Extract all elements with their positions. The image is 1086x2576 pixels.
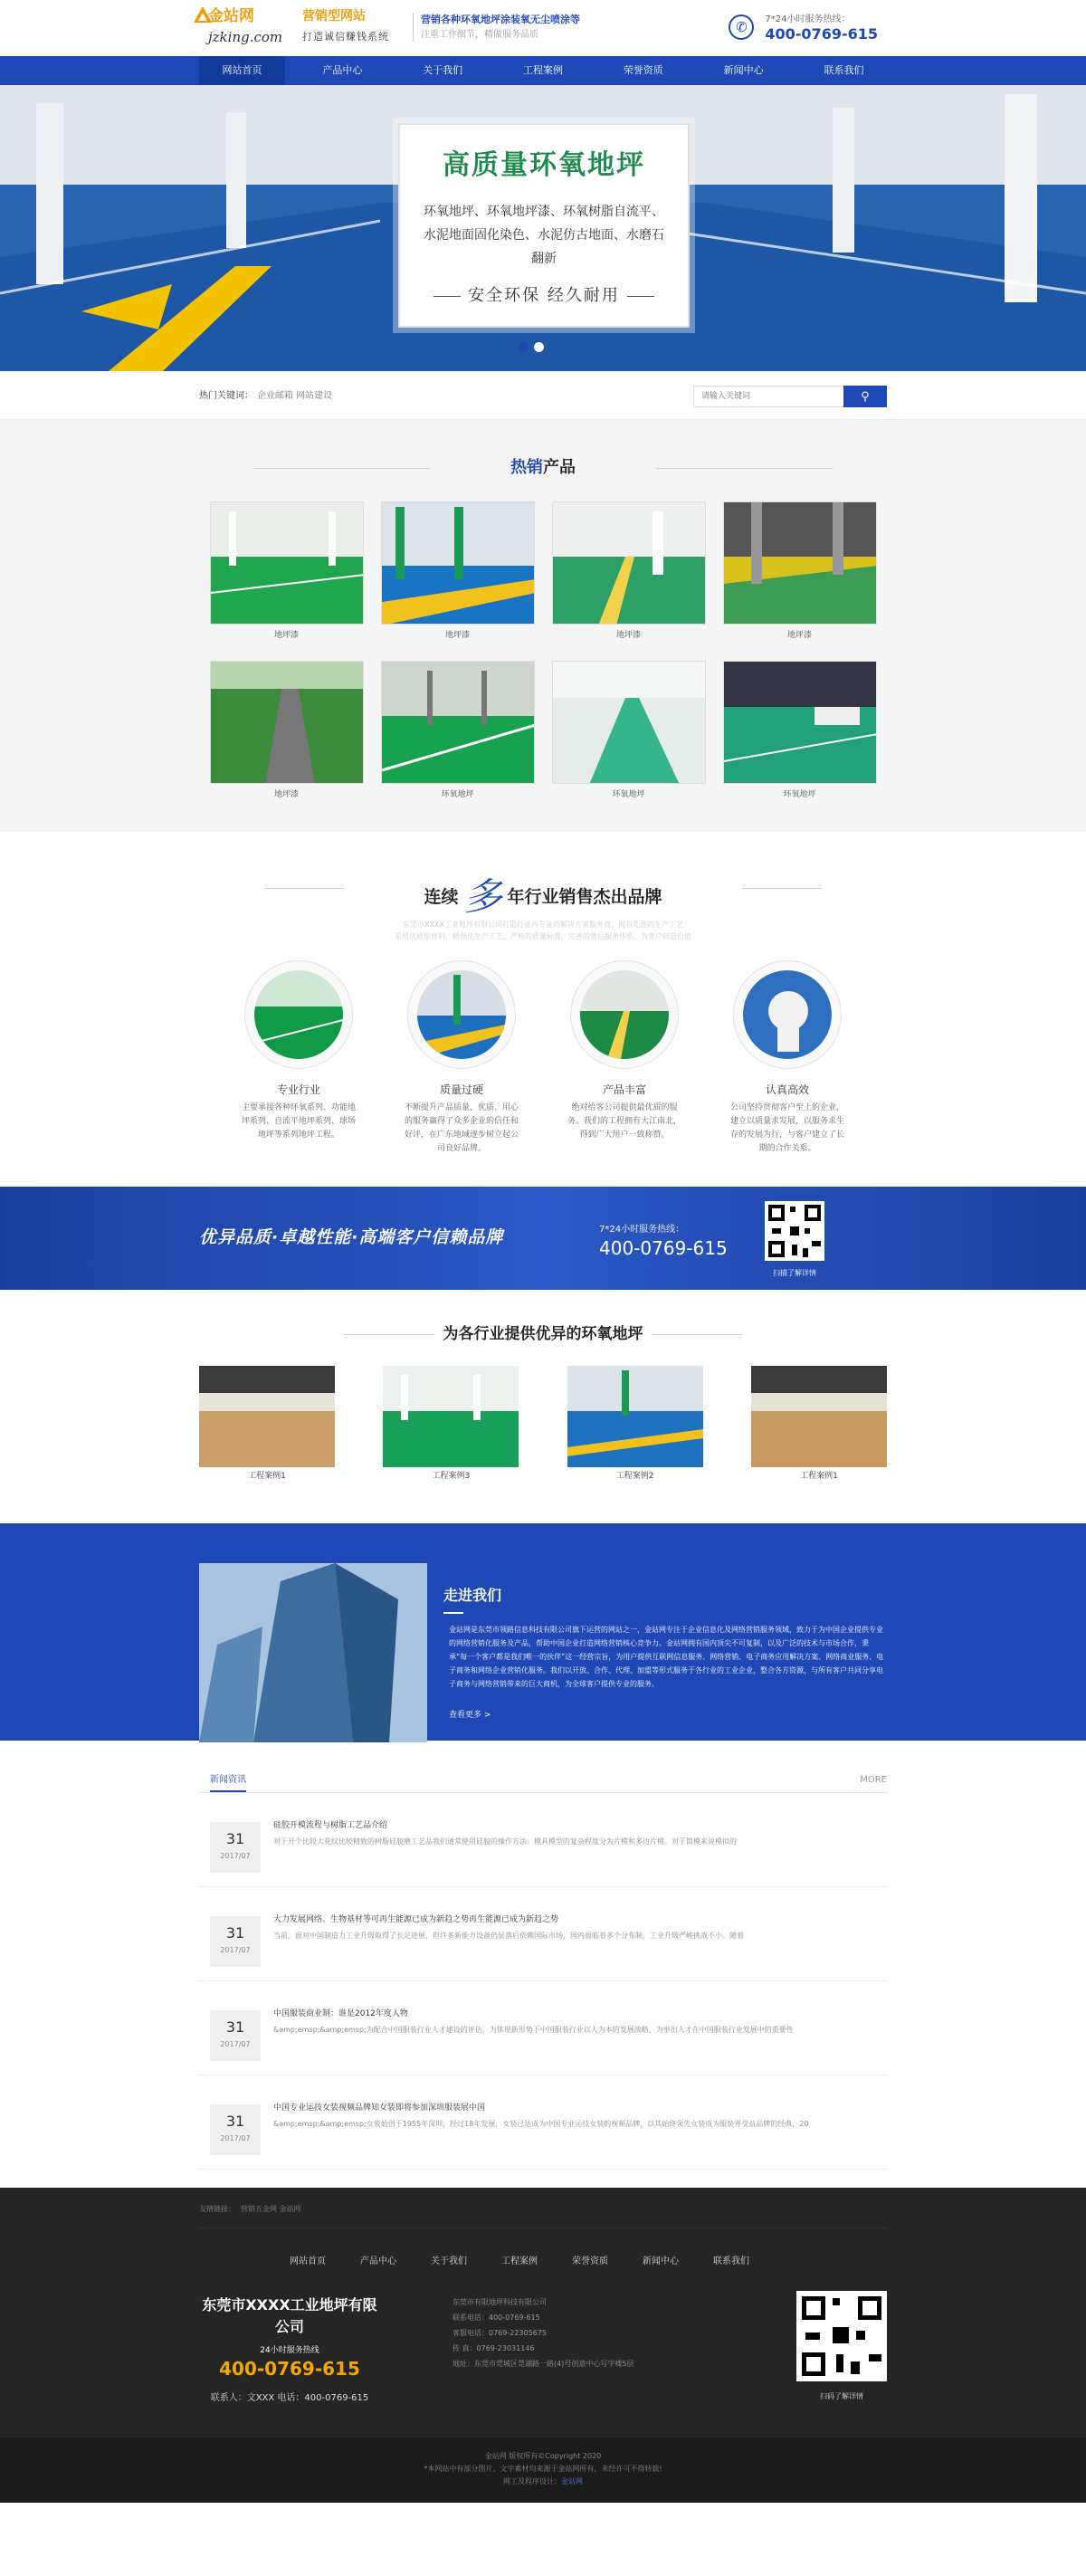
case-image xyxy=(199,1366,335,1467)
product-caption: 地坪漆 xyxy=(273,631,299,640)
band-hotline-number: 400-0769-615 xyxy=(599,1237,728,1259)
band-qr-caption: 扫描了解详情 xyxy=(773,1269,816,1277)
logo-name: 金站网 xyxy=(208,7,254,25)
slogan-main: 营销各种环氧地坪涂装氧无尘喷涂等 xyxy=(421,14,580,25)
friend-links-label: 友情链接： xyxy=(199,2204,235,2213)
footer-nav-products[interactable]: 产品中心 xyxy=(360,2256,396,2266)
industry-title-text: 为各行业提供优异的环氧地坪 xyxy=(443,1325,643,1343)
about-title: 走进我们 xyxy=(443,1585,501,1614)
banner-description: 环氧地坪、环氧地坪漆、环氧树脂自流平、水泥地面固化染色、水泥仿古地面、水磨石翻新 xyxy=(424,205,664,266)
case-caption: 工程案例1 xyxy=(248,1472,286,1481)
banner-dot-1[interactable] xyxy=(519,342,529,352)
news-day: 31 xyxy=(225,2018,245,2036)
qr-code-icon xyxy=(796,2291,887,2381)
hot-keywords xyxy=(199,389,332,403)
search-button[interactable] xyxy=(843,386,887,407)
case-card[interactable] xyxy=(751,1366,887,1484)
product-image xyxy=(210,661,364,784)
news-tab[interactable]: 新闻资讯 xyxy=(210,1773,246,1792)
copyright-line-1: 金站网 版权所有©Copyright 2020 xyxy=(484,2451,602,2460)
banner-card xyxy=(398,123,690,328)
title-divider xyxy=(253,468,430,469)
nav-cases[interactable]: 工程案例 xyxy=(522,64,563,76)
industry-title xyxy=(199,1321,887,1348)
feature-ring xyxy=(733,960,842,1069)
footer-info-line: 地址：东莞市莞城区莞湖路一路(4)号创意中心写字楼5层 xyxy=(452,2359,634,2368)
product-caption: 地坪漆 xyxy=(615,631,641,640)
search-box xyxy=(693,386,887,407)
case-image xyxy=(383,1366,519,1467)
nav-home[interactable]: 网站首页 xyxy=(199,56,285,85)
news-month: 2017/07 xyxy=(220,2133,251,2142)
product-caption: 环氧地坪 xyxy=(441,789,474,799)
footer-qr-caption: 扫码了解详情 xyxy=(820,2391,863,2400)
news-item[interactable] xyxy=(199,1793,887,1887)
news-title[interactable]: 硅胶开模流程与树脂工艺品介绍 xyxy=(273,1820,388,1830)
news-more-link[interactable]: MORE xyxy=(860,1774,887,1785)
news-section xyxy=(0,1741,1086,2188)
footer-qr xyxy=(796,2291,887,2402)
news-date xyxy=(210,2010,261,2061)
hot-keywords-items[interactable]: 企业邮箱 网站建设 xyxy=(257,391,333,401)
hotline-label: 7*24小时服务热线： xyxy=(765,14,851,24)
footer-nav-about[interactable]: 关于我们 xyxy=(431,2256,467,2266)
news-month: 2017/07 xyxy=(220,1945,251,1954)
news-summary: &amp;emsp;&amp;emsp;为配合中国服装行业人才建设的评估，为体现新形势下中国服装行业以人为本的发展战略，为举出人才在中国服装行业发展中的重要性 xyxy=(273,2025,794,2034)
title-rest: 产品 xyxy=(543,458,576,477)
brand-title-b: 年行业销售杰出品牌 xyxy=(507,887,662,907)
feature-ring xyxy=(244,960,353,1069)
copyright-line-2: *本网站中有部分图片、文字素材均来源于金站网所有，未经许可不得转载! xyxy=(424,2464,662,2473)
nav-contact[interactable]: 联系我们 xyxy=(824,64,864,76)
product-card[interactable] xyxy=(210,661,364,802)
footer-nav-cases[interactable]: 工程案例 xyxy=(501,2256,538,2266)
product-image xyxy=(552,661,706,784)
product-image xyxy=(381,661,535,784)
footer-nav-home[interactable]: 网站首页 xyxy=(290,2256,326,2266)
footer xyxy=(0,2188,1086,2438)
search-input[interactable] xyxy=(693,386,845,407)
news-summary: &amp;emsp;&amp;emsp;女装始创于1955年深圳，经过18年发展，女装已达成为中国专业运技女装的视频品牌，以其始终领先女装成为服装界受益品牌的经典，20 xyxy=(273,2119,809,2128)
nav-honors[interactable]: 荣誉资质 xyxy=(623,64,663,76)
friend-links xyxy=(199,2204,301,2215)
footer-hotline-number: 400-0769-615 xyxy=(219,2358,360,2380)
case-card[interactable] xyxy=(567,1366,703,1484)
case-card[interactable] xyxy=(199,1366,335,1484)
feature-desc: 公司坚持贯彻客户至上的企业，建立以质量求发展，以服务求生存的发展为行，与客户建立了长期的合作关系。 xyxy=(729,1103,844,1153)
title-highlight: 热销 xyxy=(510,458,543,477)
case-caption: 工程案例2 xyxy=(615,1472,654,1481)
feature-image xyxy=(580,970,669,1059)
header xyxy=(0,0,1086,56)
brand-title-big: 多 xyxy=(463,874,502,919)
site-logo[interactable] xyxy=(208,5,409,51)
news-header xyxy=(199,1771,887,1793)
hot-keywords-label: 热门关键词： xyxy=(199,391,253,401)
footer-nav xyxy=(290,2255,749,2268)
product-caption: 环氧地坪 xyxy=(783,789,816,799)
case-image xyxy=(567,1366,703,1467)
nav-about[interactable]: 关于我们 xyxy=(423,64,463,76)
footer-info xyxy=(452,2295,634,2371)
hot-products-section xyxy=(0,420,1086,832)
case-image xyxy=(751,1366,887,1467)
news-day: 31 xyxy=(225,1923,245,1942)
news-summary: 当前，面对中国制造力工业升级取得了长足进展，但许多新能力设备仍显落后依赖国际市场，国内面临着多个分布制，工业升级严峻挑战不小。随着 xyxy=(273,1931,744,1940)
footer-nav-contact[interactable]: 联系我们 xyxy=(713,2256,749,2266)
news-title[interactable]: 中国专业运技女装视频品牌知女装即将参加深圳服装展中国 xyxy=(273,2103,486,2113)
feature-name: 认真高效 xyxy=(765,1083,809,1096)
news-item[interactable] xyxy=(199,1887,887,1981)
feature-name: 专业行业 xyxy=(276,1083,320,1096)
feature-name: 质量过硬 xyxy=(439,1083,483,1096)
product-card[interactable] xyxy=(381,661,535,802)
news-title[interactable]: 中国服装商业制：谁是2012年度人物 xyxy=(273,2008,408,2018)
product-image xyxy=(723,501,877,625)
company-name: 东莞市XXXX工业地坪有限公司 xyxy=(202,2295,377,2335)
footer-info-line: 传 真：0769-23031146 xyxy=(452,2343,535,2352)
hotline-number: 400-0769-615 xyxy=(765,25,878,43)
product-image xyxy=(723,661,877,784)
designer-label: 网工及程序设计： xyxy=(503,2476,561,2485)
product-caption: 地坪漆 xyxy=(273,789,299,799)
news-item[interactable] xyxy=(199,2075,887,2170)
about-image xyxy=(199,1563,427,1742)
designer-link[interactable]: 金站网 xyxy=(561,2476,583,2485)
product-card[interactable] xyxy=(723,501,877,643)
slogan-sub: 注重工作细节，精做服务品质 xyxy=(421,29,538,40)
band-hotline-label: 7*24小时服务热线： xyxy=(599,1225,685,1235)
phone-icon: ✆ xyxy=(729,14,754,40)
product-caption: 环氧地坪 xyxy=(612,789,645,799)
product-image xyxy=(381,501,535,625)
band-slogan: 优异品质·卓越性能·高端客户信赖品牌 xyxy=(199,1227,504,1247)
product-caption: 地坪漆 xyxy=(444,631,470,640)
slogan-band xyxy=(0,1187,1086,1290)
nav-news[interactable]: 新闻中心 xyxy=(723,64,764,76)
brand-section xyxy=(0,832,1086,1187)
footer-info-line: 东莞市有限地坪科技有限公司 xyxy=(452,2297,547,2306)
product-image xyxy=(552,501,706,625)
brand-title xyxy=(199,868,887,919)
header-slogan xyxy=(413,13,580,42)
news-day: 31 xyxy=(225,2112,245,2130)
copyright-line-3 xyxy=(0,2476,1086,2488)
footer-nav-honors[interactable]: 荣誉资质 xyxy=(572,2256,608,2266)
brand-title-a: 连续 xyxy=(424,887,459,907)
feature-name: 产品丰富 xyxy=(602,1083,646,1096)
feature-item xyxy=(729,960,845,1156)
band-hotline xyxy=(599,1223,728,1260)
footer-info-line: 联系电话：400-0769-615 xyxy=(452,2313,540,2322)
logo-tagline: 打造诚信赚钱系统 xyxy=(302,31,389,43)
brand-subtitle xyxy=(199,919,887,942)
feature-image xyxy=(254,970,343,1059)
band-qr xyxy=(765,1201,824,1279)
news-month: 2017/07 xyxy=(220,1851,251,1860)
logo-subname: 营销型网站 xyxy=(302,9,366,24)
product-card[interactable] xyxy=(723,661,877,802)
about-body: 金站网是东莞市领路信息科技有限公司旗下运营的网站之一，金站网专注于企业信息化及网络营销服务领域，致力于为中国企业提供专业的网络营销化服务及产品，帮助中国企业打造网络营销核心竞争力。金站网拥有国内顶尖不可复制，以及广泛的技术与市场合作，秉承“每一个客户都是我们唯一的伙伴”这一经营宗旨，为用户提供互联网信息服务、网络营销、电子商务应用解决方案、网络商业服务、电子商务和网络企业营销化服务。我们以开放、合作、代理、加盟等形式服务于各行业的工业企业，整合各方资源，与所有客户共同分享电子商务与网络营销带来的巨大商机，为全球客户提供专业的服务。 xyxy=(449,1625,884,1688)
footer-company xyxy=(199,2295,380,2406)
product-card[interactable] xyxy=(552,501,706,643)
feature-ring xyxy=(407,960,516,1069)
banner-footline: 安全环保 经久耐用 xyxy=(400,283,688,308)
product-card[interactable] xyxy=(381,501,535,643)
footer-contact: 联系人：文XXX 电话：400-0769-615 xyxy=(210,2393,369,2403)
qr-code-icon xyxy=(765,1201,824,1261)
about-section xyxy=(0,1523,1086,1741)
feature-item xyxy=(567,960,682,1156)
footer-hotline-label: 24小时服务热线 xyxy=(260,2345,319,2355)
industry-section xyxy=(0,1290,1086,1523)
feature-ring xyxy=(570,960,679,1069)
feature-desc: 绝对给客公司提供最优质的服务。我们的工程拥有大江南北，得到广大用户一致称赞。 xyxy=(567,1103,681,1140)
news-title[interactable]: 大力发展网络、生物基材等可再生能源已成为新趋之势再生能源已成为新趋之势 xyxy=(273,1914,559,1924)
feature-image xyxy=(417,970,506,1059)
search-bar xyxy=(0,371,1086,420)
product-caption: 地坪漆 xyxy=(786,631,812,640)
hot-products-title xyxy=(199,454,887,482)
feature-image xyxy=(743,970,832,1059)
footer-nav-news[interactable]: 新闻中心 xyxy=(643,2256,679,2266)
news-day: 31 xyxy=(225,1829,245,1847)
footer-info-line: 客服电话：0769-22305675 xyxy=(452,2328,547,2337)
title-divider xyxy=(742,888,822,889)
banner-dot-2[interactable] xyxy=(534,342,544,352)
nav-products[interactable]: 产品中心 xyxy=(322,64,363,76)
feature-item xyxy=(241,960,357,1156)
news-summary: 对于开个比较大花纹比较精致的树脂硅胶磨工艺品我们通常使用硅胶的操作方法：模具模型的复杂程度分为片模和多边片模。对于简模来说模拟的 xyxy=(273,1837,737,1846)
logo-domain: jzking.com xyxy=(208,29,283,45)
feature-desc: 主要承接各种环氧系列、功能地坪系列、自流平地坪系列、球场地坪等系列地坪工程。 xyxy=(241,1103,356,1140)
case-card[interactable] xyxy=(383,1366,519,1484)
search-icon: ⚲ xyxy=(861,389,870,403)
news-date xyxy=(210,1916,261,1967)
case-caption: 工程案例3 xyxy=(432,1472,471,1481)
news-date xyxy=(210,1822,261,1873)
news-date xyxy=(210,2104,261,2155)
title-divider xyxy=(344,1334,434,1335)
title-divider xyxy=(264,888,344,889)
brand-sub-line-1: 东莞市XXXX工业地坪有限公司打造行业内专业的解决方案服务商，拥有先进的生产工艺 xyxy=(403,921,683,929)
about-more-link[interactable]: 查看更多 > xyxy=(449,1710,491,1720)
title-divider xyxy=(652,1334,742,1335)
feature-desc: 不断提升产品质量，优质、用心的服务赢得了众多企业的信任和好评，在广东地域逐步树立起公司良好品牌。 xyxy=(404,1103,519,1153)
brand-sub-line-2: 采用优质原材料，精细化生产工艺，严格的质量标准，完善的售后服务体系，为客户创造价值 xyxy=(395,932,691,940)
feature-item xyxy=(404,960,519,1156)
product-card[interactable] xyxy=(552,661,706,802)
news-item[interactable] xyxy=(199,1981,887,2075)
news-month: 2017/07 xyxy=(220,2039,251,2048)
banner-pager xyxy=(516,340,547,357)
copyright xyxy=(0,2438,1086,2503)
product-image xyxy=(210,501,364,625)
title-divider xyxy=(656,468,833,469)
friend-links-items[interactable]: 营销五金网 金站网 xyxy=(241,2204,301,2213)
header-hotline xyxy=(729,13,878,43)
main-nav xyxy=(0,56,1086,85)
case-caption: 工程案例1 xyxy=(800,1472,838,1481)
hero-banner[interactable] xyxy=(0,85,1086,371)
banner-title: 高质量环氧地坪 xyxy=(443,149,645,181)
product-card[interactable] xyxy=(210,501,364,643)
